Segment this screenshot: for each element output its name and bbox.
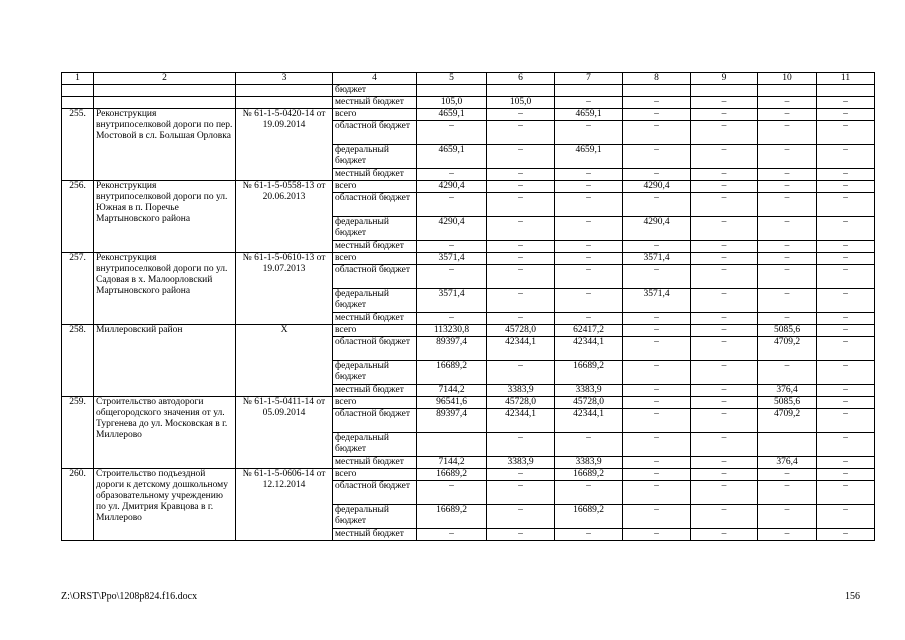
value-cell: – (555, 241, 623, 253)
value-cell: – (758, 313, 817, 325)
value-cell: – (817, 481, 875, 505)
empty-cell (236, 85, 333, 97)
table-row (62, 97, 875, 109)
value-cell: – (817, 469, 875, 481)
value-cell (758, 433, 817, 457)
value-cell: – (487, 481, 555, 505)
value-cell: – (691, 109, 758, 121)
value-cell: 45728,0 (555, 397, 623, 409)
value-cell: – (417, 265, 487, 289)
value-cell: – (487, 253, 555, 265)
budget-table (61, 72, 875, 541)
value-cell: – (487, 145, 555, 169)
value-cell: 3383,9 (555, 457, 623, 469)
table-row (62, 325, 875, 337)
value-cell: – (817, 97, 875, 109)
value-cell: – (691, 469, 758, 481)
value-cell: – (487, 361, 555, 385)
funding-source: местный бюджет (333, 529, 417, 541)
value-cell: – (691, 313, 758, 325)
value-cell: 3383,9 (555, 385, 623, 397)
empty-cell (94, 97, 236, 109)
entry-number: 258. (62, 325, 94, 397)
value-cell: – (758, 253, 817, 265)
value-cell: – (623, 313, 691, 325)
value-cell: – (555, 265, 623, 289)
empty-cell (62, 85, 94, 97)
value-cell: – (691, 505, 758, 529)
value-cell: – (691, 433, 758, 457)
funding-source: областной бюджет (333, 265, 417, 289)
value-cell: 16689,2 (555, 361, 623, 385)
value-cell: 7144,2 (417, 385, 487, 397)
entry-document: X (236, 325, 333, 397)
value-cell (817, 85, 875, 97)
value-cell: – (555, 313, 623, 325)
value-cell: 105,0 (487, 97, 555, 109)
value-cell: – (691, 169, 758, 181)
value-cell: 16689,2 (555, 469, 623, 481)
value-cell: – (758, 289, 817, 313)
funding-source: федеральный бюджет (333, 289, 417, 313)
entry-name: Строительство автодороги общегородского значения от ул. Тургенева до ул. Московская в г. Миллерово (94, 397, 236, 469)
funding-source: местный бюджет (333, 385, 417, 397)
value-cell: – (758, 121, 817, 145)
value-cell: – (817, 433, 875, 457)
value-cell: – (691, 193, 758, 217)
value-cell: 5085,6 (758, 325, 817, 337)
value-cell: – (817, 109, 875, 121)
value-cell: 3571,4 (417, 253, 487, 265)
value-cell: 42344,1 (555, 337, 623, 361)
entry-name: Реконструкция внутрипоселковой дороги по ул. Садовая в х. Малоорловский Мартыновского района (94, 253, 236, 325)
value-cell: – (817, 409, 875, 433)
funding-source: федеральный бюджет (333, 217, 417, 241)
value-cell: – (555, 433, 623, 457)
value-cell (417, 85, 487, 97)
value-cell: – (817, 253, 875, 265)
value-cell: – (623, 481, 691, 505)
value-cell: – (623, 433, 691, 457)
value-cell: – (623, 265, 691, 289)
funding-source: всего (333, 109, 417, 121)
value-cell: 4290,4 (417, 217, 487, 241)
value-cell: – (758, 193, 817, 217)
value-cell: – (691, 241, 758, 253)
value-cell: – (758, 169, 817, 181)
footer-page-number: 156 (845, 591, 860, 602)
entry-name: Реконструкция внутрипоселковой дороги по ул. Южная в п. Поречье Мартыновского района (94, 181, 236, 253)
table-row (62, 109, 875, 121)
funding-source: всего (333, 325, 417, 337)
entry-name: Реконструкция внутрипоселковой дороги по пер. Мостовой в сл. Большая Орловка (94, 109, 236, 181)
value-cell: – (555, 181, 623, 193)
value-cell: – (623, 505, 691, 529)
entry-document: № 61-1-5-0411-14 от 05.09.2014 (236, 397, 333, 469)
empty-cell (62, 97, 94, 109)
column-header: 9 (691, 73, 758, 85)
value-cell (691, 85, 758, 97)
funding-source: федеральный бюджет (333, 361, 417, 385)
funding-source: местный бюджет (333, 169, 417, 181)
table-row (62, 181, 875, 193)
value-cell: – (758, 145, 817, 169)
column-header: 8 (623, 73, 691, 85)
entry-number: 259. (62, 397, 94, 469)
value-cell: – (758, 265, 817, 289)
value-cell: – (758, 97, 817, 109)
value-cell: – (691, 337, 758, 361)
value-cell: – (817, 361, 875, 385)
funding-source: всего (333, 469, 417, 481)
value-cell: – (691, 265, 758, 289)
value-cell: – (623, 529, 691, 541)
column-header: 4 (333, 73, 417, 85)
value-cell: – (417, 169, 487, 181)
value-cell: – (417, 193, 487, 217)
value-cell: – (817, 505, 875, 529)
empty-cell (94, 85, 236, 97)
value-cell: – (623, 193, 691, 217)
table-row (62, 253, 875, 265)
value-cell: – (817, 169, 875, 181)
value-cell: – (691, 409, 758, 433)
value-cell: – (758, 241, 817, 253)
table-row (62, 469, 875, 481)
value-cell: – (758, 361, 817, 385)
value-cell (555, 85, 623, 97)
value-cell: – (487, 289, 555, 313)
value-cell: 376,4 (758, 385, 817, 397)
value-cell: 3571,4 (417, 289, 487, 313)
value-cell: 45728,0 (487, 397, 555, 409)
value-cell: – (623, 121, 691, 145)
funding-source: федеральный бюджет (333, 505, 417, 529)
value-cell: – (691, 325, 758, 337)
value-cell: – (623, 457, 691, 469)
value-cell: – (623, 409, 691, 433)
value-cell: – (691, 217, 758, 241)
value-cell: – (758, 109, 817, 121)
value-cell: – (817, 121, 875, 145)
value-cell: – (817, 289, 875, 313)
funding-source: областной бюджет (333, 121, 417, 145)
value-cell: – (487, 469, 555, 481)
value-cell: 89397,4 (417, 337, 487, 361)
value-cell: 4659,1 (417, 145, 487, 169)
value-cell: – (691, 529, 758, 541)
column-header: 11 (817, 73, 875, 85)
value-cell: – (417, 121, 487, 145)
value-cell: – (817, 181, 875, 193)
value-cell (623, 85, 691, 97)
value-cell: 62417,2 (555, 325, 623, 337)
value-cell: 42344,1 (487, 409, 555, 433)
value-cell: – (691, 385, 758, 397)
value-cell: – (417, 529, 487, 541)
value-cell: – (487, 313, 555, 325)
value-cell: 16689,2 (417, 505, 487, 529)
value-cell: – (555, 217, 623, 241)
value-cell: 42344,1 (555, 409, 623, 433)
value-cell: 4659,1 (555, 109, 623, 121)
value-cell: – (487, 529, 555, 541)
value-cell: – (623, 169, 691, 181)
value-cell: 105,0 (417, 97, 487, 109)
value-cell: – (487, 121, 555, 145)
funding-source: всего (333, 397, 417, 409)
funding-source: местный бюджет (333, 457, 417, 469)
funding-source: федеральный бюджет (333, 145, 417, 169)
value-cell: – (555, 193, 623, 217)
value-cell: – (487, 193, 555, 217)
value-cell (487, 85, 555, 97)
entry-document: № 61-1-5-0610-13 от 19.07.2013 (236, 253, 333, 325)
table-row (62, 85, 875, 97)
funding-source: всего (333, 253, 417, 265)
value-cell: – (623, 325, 691, 337)
empty-cell (236, 97, 333, 109)
value-cell: – (623, 385, 691, 397)
value-cell: – (691, 121, 758, 145)
value-cell: – (555, 481, 623, 505)
value-cell: 4290,4 (623, 181, 691, 193)
value-cell: – (623, 97, 691, 109)
value-cell: – (758, 217, 817, 241)
value-cell: – (758, 469, 817, 481)
value-cell: 3571,4 (623, 253, 691, 265)
entry-number: 260. (62, 469, 94, 541)
column-header: 5 (417, 73, 487, 85)
funding-source: местный бюджет (333, 241, 417, 253)
value-cell: – (487, 265, 555, 289)
column-header: 7 (555, 73, 623, 85)
entry-name: Строительство подъездной дороги к детскому дошкольному образовательному учреждению по ул. Дмитрия Кравцова в г. Миллерово (94, 469, 236, 541)
value-cell: – (691, 145, 758, 169)
entry-document: № 61-1-5-0606-14 от 12.12.2014 (236, 469, 333, 541)
funding-source: областной бюджет (333, 409, 417, 433)
value-cell: 3571,4 (623, 289, 691, 313)
value-cell: – (555, 289, 623, 313)
value-cell: – (555, 169, 623, 181)
value-cell: – (817, 217, 875, 241)
value-cell: 4659,1 (417, 109, 487, 121)
entry-document: № 61-1-5-0558-13 от 20.06.2013 (236, 181, 333, 253)
value-cell: 16689,2 (417, 361, 487, 385)
funding-source: областной бюджет (333, 337, 417, 361)
column-header: 3 (236, 73, 333, 85)
value-cell: – (691, 97, 758, 109)
value-cell: – (817, 529, 875, 541)
value-cell: 4659,1 (555, 145, 623, 169)
value-cell: – (817, 265, 875, 289)
value-cell: – (817, 337, 875, 361)
value-cell: – (758, 505, 817, 529)
value-cell: 4709,2 (758, 409, 817, 433)
value-cell (758, 85, 817, 97)
value-cell: – (417, 313, 487, 325)
funding-source: областной бюджет (333, 481, 417, 505)
value-cell: 113230,8 (417, 325, 487, 337)
value-cell: – (691, 457, 758, 469)
value-cell: – (691, 481, 758, 505)
value-cell: 4709,2 (758, 337, 817, 361)
value-cell: – (817, 193, 875, 217)
value-cell: 16689,2 (555, 505, 623, 529)
value-cell: 16689,2 (417, 469, 487, 481)
value-cell: – (817, 325, 875, 337)
entry-number: 256. (62, 181, 94, 253)
value-cell: – (555, 121, 623, 145)
value-cell: – (691, 253, 758, 265)
value-cell: 89397,4 (417, 409, 487, 433)
value-cell: 42344,1 (487, 337, 555, 361)
value-cell (417, 433, 487, 457)
value-cell: – (487, 433, 555, 457)
entry-number: 257. (62, 253, 94, 325)
value-cell: – (623, 469, 691, 481)
value-cell: – (817, 385, 875, 397)
value-cell: – (691, 361, 758, 385)
funding-source: федеральный бюджет (333, 433, 417, 457)
value-cell: – (417, 481, 487, 505)
value-cell: – (817, 313, 875, 325)
value-cell: 5085,6 (758, 397, 817, 409)
value-cell: 96541,6 (417, 397, 487, 409)
value-cell: – (817, 145, 875, 169)
value-cell: 3383,9 (487, 385, 555, 397)
column-header: 6 (487, 73, 555, 85)
value-cell: – (817, 457, 875, 469)
value-cell: – (817, 241, 875, 253)
column-header: 10 (758, 73, 817, 85)
value-cell: – (623, 397, 691, 409)
value-cell: – (817, 397, 875, 409)
value-cell: – (623, 145, 691, 169)
value-cell: – (623, 109, 691, 121)
funding-source: местный бюджет (333, 313, 417, 325)
value-cell: 45728,0 (487, 325, 555, 337)
header-row (62, 73, 875, 85)
value-cell: 4290,4 (417, 181, 487, 193)
value-cell: – (758, 481, 817, 505)
value-cell: – (555, 97, 623, 109)
value-cell: – (758, 529, 817, 541)
entry-document: № 61-1-5-0420-14 от 19.09.2014 (236, 109, 333, 181)
value-cell: – (487, 169, 555, 181)
funding-source: всего (333, 181, 417, 193)
entry-name: Миллеровский район (94, 325, 236, 397)
value-cell: 376,4 (758, 457, 817, 469)
value-cell: – (487, 241, 555, 253)
value-cell: – (758, 181, 817, 193)
funding-source: областной бюджет (333, 193, 417, 217)
footer-file-path: Z:\ORST\Ppo\1208p824.f16.docx (61, 591, 198, 602)
value-cell: – (487, 217, 555, 241)
value-cell: – (623, 337, 691, 361)
value-cell: – (623, 361, 691, 385)
value-cell: – (555, 253, 623, 265)
value-cell: – (691, 181, 758, 193)
value-cell: – (487, 109, 555, 121)
value-cell: – (417, 241, 487, 253)
value-cell: – (487, 181, 555, 193)
funding-source: бюджет (333, 85, 417, 97)
value-cell: 7144,2 (417, 457, 487, 469)
column-header: 1 (62, 73, 94, 85)
value-cell: – (691, 289, 758, 313)
column-header: 2 (94, 73, 236, 85)
value-cell: 3383,9 (487, 457, 555, 469)
value-cell: – (691, 397, 758, 409)
value-cell: – (487, 505, 555, 529)
table-row (62, 397, 875, 409)
value-cell: – (555, 529, 623, 541)
entry-number: 255. (62, 109, 94, 181)
value-cell: – (623, 241, 691, 253)
funding-source: местный бюджет (333, 97, 417, 109)
value-cell: 4290,4 (623, 217, 691, 241)
